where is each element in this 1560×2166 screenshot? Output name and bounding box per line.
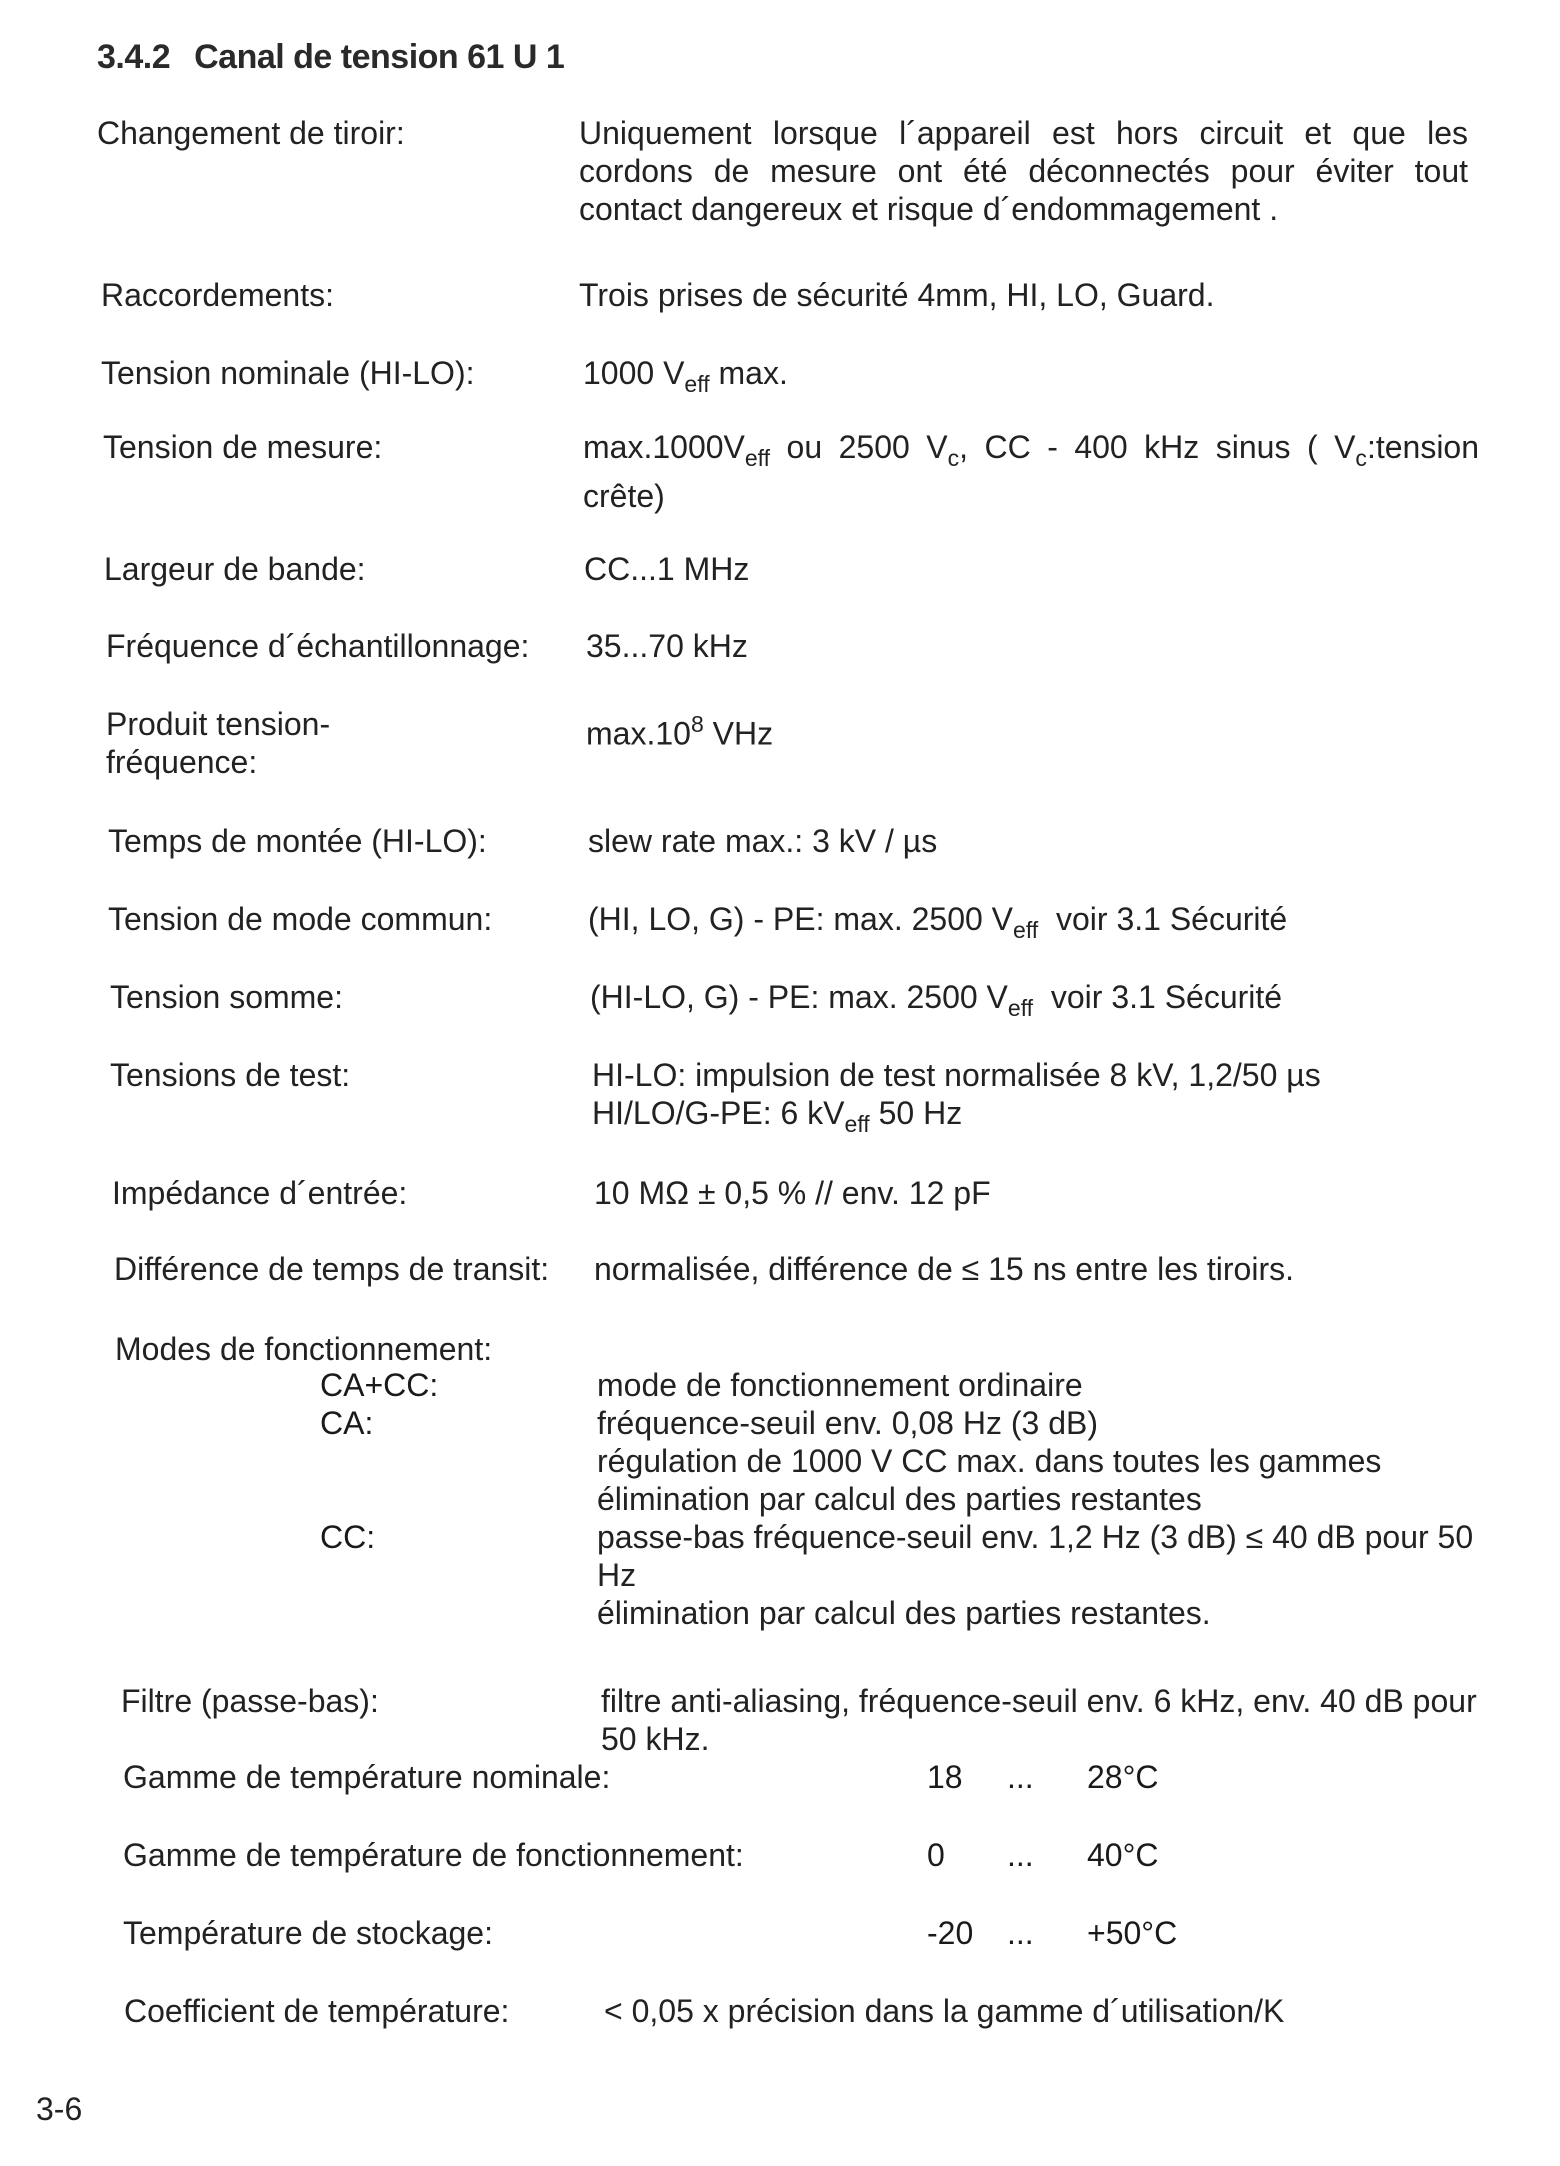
spec-label: Tension de mode commun: <box>108 901 493 937</box>
spec-value: HI-LO: impulsion de test normalisée 8 kV, 1,2/50 µs HI/LO/G-PE: 6 $kV_{eff}$ 50 Hz <box>592 1057 1321 1138</box>
spec-label: Fréquence d´échantillonnage: <box>106 628 530 664</box>
section-number: 3.4.2 <box>97 38 171 76</box>
spec-value: CC...1 MHz <box>584 551 750 587</box>
spec-label: Différence de temps de transit: <box>114 1251 550 1287</box>
temp-from: 0 <box>927 1837 945 1873</box>
spec-label: Temps de montée (HI-LO): <box>108 823 487 859</box>
section-title: Canal de tension 61 U 1 <box>194 38 565 76</box>
spec-label: Largeur de bande: <box>104 551 366 587</box>
temp-from: -20 <box>927 1915 974 1951</box>
mode-cc-value-3: élimination par calcul des parties restantes. <box>597 1595 1211 1631</box>
modes-heading: Modes de fonctionnement: <box>115 1331 493 1367</box>
spec-label: Impédance d´entrée: <box>112 1175 408 1211</box>
spec-value: (HI, LO, G) - PE: max. 2500 $V_{eff}$ voir 3.1 Sécurité <box>588 901 1288 944</box>
spec-value: Uniquement lorsque l´appareil est hors circuit et que les cordons de mesure ont été déconnectés pour éviter tout contact dangereux et risque d´endommagement . <box>579 115 1468 227</box>
temp-label: Gamme de température nominale: <box>123 1759 611 1795</box>
spec-label: Produit tension- fréquence: <box>106 706 331 780</box>
spec-value: slew rate max.: 3 kV / µs <box>588 823 938 859</box>
spec-label: Tension de mesure: <box>103 429 383 465</box>
page-number: 3-6 <box>36 2091 83 2127</box>
temp-dots: ... <box>1007 1759 1034 1795</box>
temp-label: Température de stockage: <box>123 1915 493 1951</box>
mode-ca-cc-value: mode de fonctionnement ordinaire <box>597 1367 1083 1403</box>
temp-value: < 0,05 x précision dans la gamme d´utilisation/K <box>604 1993 1285 2029</box>
mode-ca-value-1: fréquence-seuil env. 0,08 Hz (3 dB) <box>597 1405 1098 1441</box>
temp-label: Coefficient de température: <box>124 1993 510 2029</box>
spec-label: Tension nominale (HI-LO): <box>101 355 475 391</box>
mode-ca-value-3: élimination par calcul des parties restantes <box>597 1481 1202 1517</box>
spec-value: 35...70 kHz <box>586 628 748 664</box>
spec-value: $\max.1000V_{eff}$ ou 2500 $V_c$, CC - 400 kHz sinus ( $V_c:tension$ crête) <box>583 429 1480 515</box>
temp-label: Gamme de température de fonctionnement: <box>123 1837 744 1873</box>
spec-label: Changement de tiroir: <box>97 115 405 151</box>
spec-value: 10 MΩ ± 0,5 % // env. 12 pF <box>594 1175 991 1211</box>
mode-ca-cc-label: CA+CC: <box>320 1367 439 1403</box>
spec-label: Raccordements: <box>101 277 334 313</box>
temp-dots: ... <box>1007 1915 1034 1951</box>
mode-cc-value-2: Hz <box>597 1557 637 1593</box>
temp-to: 28°C <box>1087 1759 1159 1795</box>
spec-value: filtre anti-aliasing, fréquence-seuil env. 6 kHz, env. 40 dB pour 50 kHz. <box>601 1683 1477 1757</box>
section-heading <box>97 38 564 77</box>
mode-ca-label: CA: <box>320 1405 374 1441</box>
temp-to: 40°C <box>1087 1837 1159 1873</box>
mode-ca-value-2: régulation de 1000 V CC max. dans toutes les gammes <box>597 1443 1382 1479</box>
spec-label: Tensions de test: <box>110 1057 351 1093</box>
spec-value: Trois prises de sécurité 4mm, HI, LO, Guard. <box>579 277 1215 313</box>
temp-dots: ... <box>1007 1837 1034 1873</box>
spec-value: normalisée, différence de ≤ 15 ns entre les tiroirs. <box>594 1251 1294 1287</box>
spec-value: 1000 $V_{eff}$ max. <box>583 355 788 398</box>
spec-label: Tension somme: <box>110 979 343 1015</box>
temp-from: 18 <box>927 1759 963 1795</box>
spec-label: Filtre (passe-bas): <box>121 1683 379 1719</box>
mode-cc-value-1: passe-bas fréquence-seuil env. 1,2 Hz (3 dB) ≤ 40 dB pour 50 <box>597 1519 1474 1555</box>
spec-value: (HI-LO, G) - PE: max. 2500 $V_{eff}$ voir 3.1 Sécurité <box>590 979 1283 1022</box>
modes-values-text <box>597 1366 1517 1632</box>
temp-to: +50°C <box>1087 1915 1178 1951</box>
spec-value: $\max.10^8$ VHz <box>586 711 774 752</box>
mode-cc-label: CC: <box>320 1519 376 1555</box>
